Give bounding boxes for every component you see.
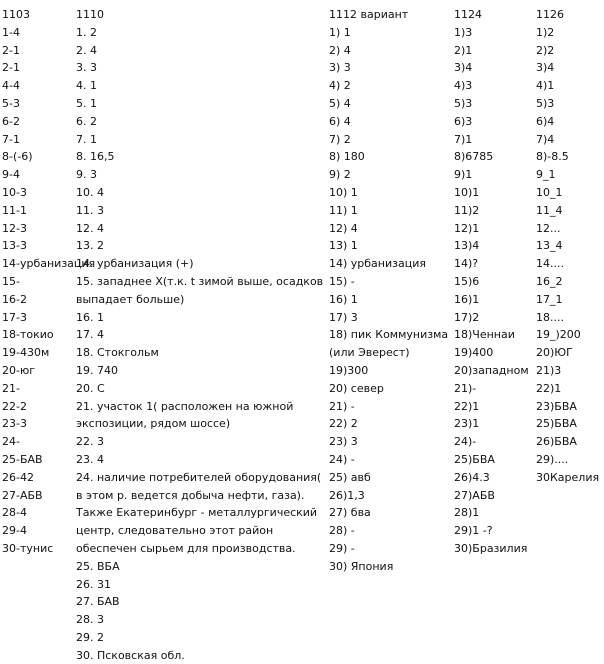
answer-line: 20-юг: [2, 363, 36, 377]
answer-line: 10_1: [536, 185, 563, 199]
answer-line: 11-1: [2, 203, 27, 217]
column-1112: [329, 6, 449, 576]
answer-line: 17) 3: [329, 310, 358, 324]
answer-line: 17. 4: [76, 328, 104, 342]
answer-line: 28-4: [2, 506, 27, 520]
answer-line: 24. наличие потребителей оборудования( в этом р. ведется добыча нефти, газа). Также Екатеринбург - металлургический центр, следовательно этот район обеспечен сырьем для производства.: [76, 470, 322, 555]
answer-line: 13-3: [2, 239, 27, 253]
answer-line: 15)6: [454, 274, 480, 288]
answer-line: 8)-8.5: [536, 150, 569, 164]
answer-line: 1) 1: [329, 25, 351, 39]
answer-line: 27)АБВ: [454, 488, 495, 502]
answer-line: 7. 1: [76, 132, 97, 146]
answer-line: 4)3: [454, 79, 473, 93]
answer-line: 29)....: [536, 452, 569, 466]
answer-line: 25. ВБА: [76, 559, 120, 573]
answer-line: 29) -: [329, 541, 355, 555]
answer-line: 21-: [2, 381, 20, 395]
answer-line: 21. участок 1( расположен на южной экспозиции, рядом шоссе): [76, 399, 294, 431]
answer-line: 18....: [536, 310, 564, 324]
answer-line: 8-(-6): [2, 150, 33, 164]
answer-line: 14....: [536, 257, 564, 271]
answer-line: 10) 1: [329, 185, 358, 199]
answer-line: 26)1,3: [329, 488, 365, 502]
answer-line: 22)1: [536, 381, 562, 395]
column-1110: [76, 6, 326, 664]
answer-line: 28)1: [454, 506, 480, 520]
answer-line: 23)БВА: [536, 399, 577, 413]
answer-line: 18)Ченнаи: [454, 328, 515, 342]
answer-line: 17_1: [536, 292, 563, 306]
answer-line: 21)3: [536, 363, 562, 377]
answer-line: 6-2: [2, 114, 20, 128]
answer-line: 13)4: [454, 239, 480, 253]
answer-line: 27. БАВ: [76, 595, 120, 609]
answer-line: 11)2: [454, 203, 480, 217]
answer-line: 24-: [2, 435, 20, 449]
answer-line: 1)2: [536, 25, 555, 39]
answer-line: 8)6785: [454, 150, 494, 164]
answer-line: 23) 3: [329, 435, 358, 449]
answer-line: 14-урбанизация: [2, 257, 96, 271]
answer-line: 21)-: [454, 381, 477, 395]
answer-line: 2-1: [2, 61, 20, 75]
answer-line: 22-2: [2, 399, 27, 413]
column-header: 1126: [536, 8, 564, 21]
answer-line: 13_4: [536, 239, 563, 253]
answer-line: 3)4: [454, 61, 473, 75]
answer-line: 16) 1: [329, 292, 358, 306]
answer-line: 8) 180: [329, 150, 365, 164]
answer-line: 22)1: [454, 399, 480, 413]
answer-line: 20)западном: [454, 363, 529, 377]
answer-line: 30. Псковская обл.: [76, 648, 185, 662]
answer-line: 9)1: [454, 168, 473, 182]
column-header: 1112 вариант: [329, 8, 409, 21]
answer-line: 7-1: [2, 132, 20, 146]
answer-line: 30) Япония: [329, 559, 394, 573]
answer-line: 3) 3: [329, 61, 351, 75]
answer-line: 4-4: [2, 79, 20, 93]
answer-line: 17-3: [2, 310, 27, 324]
answer-line: 23)1: [454, 417, 480, 431]
answer-line: 6)4: [536, 114, 555, 128]
answer-line: 2)2: [536, 43, 555, 57]
answer-line: 19_)200: [536, 328, 581, 342]
answer-line: 1-4: [2, 25, 20, 39]
answer-line: 18) пик Коммунизма (или Эверест): [329, 328, 449, 360]
answer-line: 25-БАВ: [2, 452, 43, 466]
answer-line: 17)2: [454, 310, 480, 324]
answer-line: 26. 31: [76, 577, 111, 591]
answer-line: 2-1: [2, 43, 20, 57]
answer-line: 26)БВА: [536, 435, 577, 449]
answer-line: 3)4: [536, 61, 555, 75]
answer-line: 23. 4: [76, 452, 104, 466]
answer-line: 29)1 -?: [454, 524, 493, 538]
answer-line: 30Карелия: [536, 470, 600, 484]
answer-line: 13. 2: [76, 239, 104, 253]
answer-line: 6. 2: [76, 114, 97, 128]
answer-line: 16-2: [2, 292, 27, 306]
answer-line: 19)400: [454, 346, 494, 360]
answer-line: 15) -: [329, 274, 355, 288]
answer-line: 22) 2: [329, 417, 358, 431]
answer-line: 14)?: [454, 257, 479, 271]
answer-line: 26)4.3: [454, 470, 490, 484]
answer-line: 7)4: [536, 132, 555, 146]
answer-line: 9) 2: [329, 168, 351, 182]
answer-line: 13) 1: [329, 239, 358, 253]
answer-line: 22. 3: [76, 435, 104, 449]
answer-line: 25)БВА: [454, 452, 495, 466]
answer-line: 30-тунис: [2, 541, 54, 555]
answer-line: 16_2: [536, 274, 563, 288]
column-header: 1103: [2, 8, 30, 21]
answer-line: 12. 4: [76, 221, 104, 235]
answer-line: 8. 16,5: [76, 150, 115, 164]
column-1126: [536, 6, 604, 487]
answer-line: 6) 4: [329, 114, 351, 128]
answer-line: 4) 2: [329, 79, 351, 93]
answer-line: 1. 2: [76, 25, 97, 39]
answer-line: 5)3: [536, 96, 555, 110]
answer-line: 1)3: [454, 25, 473, 39]
answer-line: 4)1: [536, 79, 555, 93]
answer-line: 11. 3: [76, 203, 104, 217]
answer-line: 16. 1: [76, 310, 104, 324]
answer-line: 28. 3: [76, 613, 104, 627]
answer-line: 24) -: [329, 452, 355, 466]
answer-line: 26-42: [2, 470, 34, 484]
answer-line: 19. 740: [76, 363, 118, 377]
answer-line: 28) -: [329, 524, 355, 538]
answer-line: 12)1: [454, 221, 480, 235]
answer-line: 12...: [536, 221, 561, 235]
answer-line: 5)3: [454, 96, 473, 110]
answer-line: 16)1: [454, 292, 480, 306]
answer-line: 18. Стокгольм: [76, 346, 159, 360]
answer-line: 12) 4: [329, 221, 358, 235]
answer-line: 2. 4: [76, 43, 97, 57]
answer-line: 19)300: [329, 363, 369, 377]
answer-line: 10-3: [2, 185, 27, 199]
answer-line: 14) урбанизация: [329, 257, 426, 271]
answer-line: 27-АБВ: [2, 488, 43, 502]
answer-line: 15. западнее Х(т.к. t зимой выше, осадков выпадает больше): [76, 274, 324, 306]
answer-line: 25) авб: [329, 470, 371, 484]
answer-line: 9. 3: [76, 168, 97, 182]
answer-line: 2) 4: [329, 43, 351, 57]
answer-line: 5) 4: [329, 96, 351, 110]
answer-line: 20. С: [76, 381, 105, 395]
answer-line: 30)Бразилия: [454, 541, 528, 555]
answer-line: 20)ЮГ: [536, 346, 573, 360]
answer-line: 14. урбанизация (+): [76, 257, 194, 271]
answer-line: 11) 1: [329, 203, 358, 217]
column-1124: [454, 6, 529, 558]
answer-line: 10. 4: [76, 185, 104, 199]
answer-line: 10)1: [454, 185, 480, 199]
column-header: 1124: [454, 8, 482, 21]
answer-line: 24)-: [454, 435, 477, 449]
answer-line: 25)БВА: [536, 417, 577, 431]
answer-line: 4. 1: [76, 79, 97, 93]
answer-line: 20) север: [329, 381, 384, 395]
answer-line: 27) бва: [329, 506, 371, 520]
answer-line: 6)3: [454, 114, 473, 128]
column-header: 1110: [76, 8, 104, 21]
answer-line: 23-3: [2, 417, 27, 431]
answer-line: 21) -: [329, 399, 355, 413]
answer-line: 29. 2: [76, 630, 104, 644]
answer-line: 19-430м: [2, 346, 50, 360]
answer-line: 15-: [2, 274, 20, 288]
answer-line: 11_4: [536, 203, 563, 217]
answer-line: 7)1: [454, 132, 473, 146]
answer-line: 3. 3: [76, 61, 97, 75]
answer-line: 18-токио: [2, 328, 54, 342]
answer-line: 5-3: [2, 96, 20, 110]
answer-line: 9-4: [2, 168, 20, 182]
answer-line: 5. 1: [76, 96, 97, 110]
answer-line: 29-4: [2, 524, 27, 538]
answer-line: 9_1: [536, 168, 556, 182]
answer-line: 12-3: [2, 221, 27, 235]
answer-line: 7) 2: [329, 132, 351, 146]
answer-line: 2)1: [454, 43, 473, 57]
